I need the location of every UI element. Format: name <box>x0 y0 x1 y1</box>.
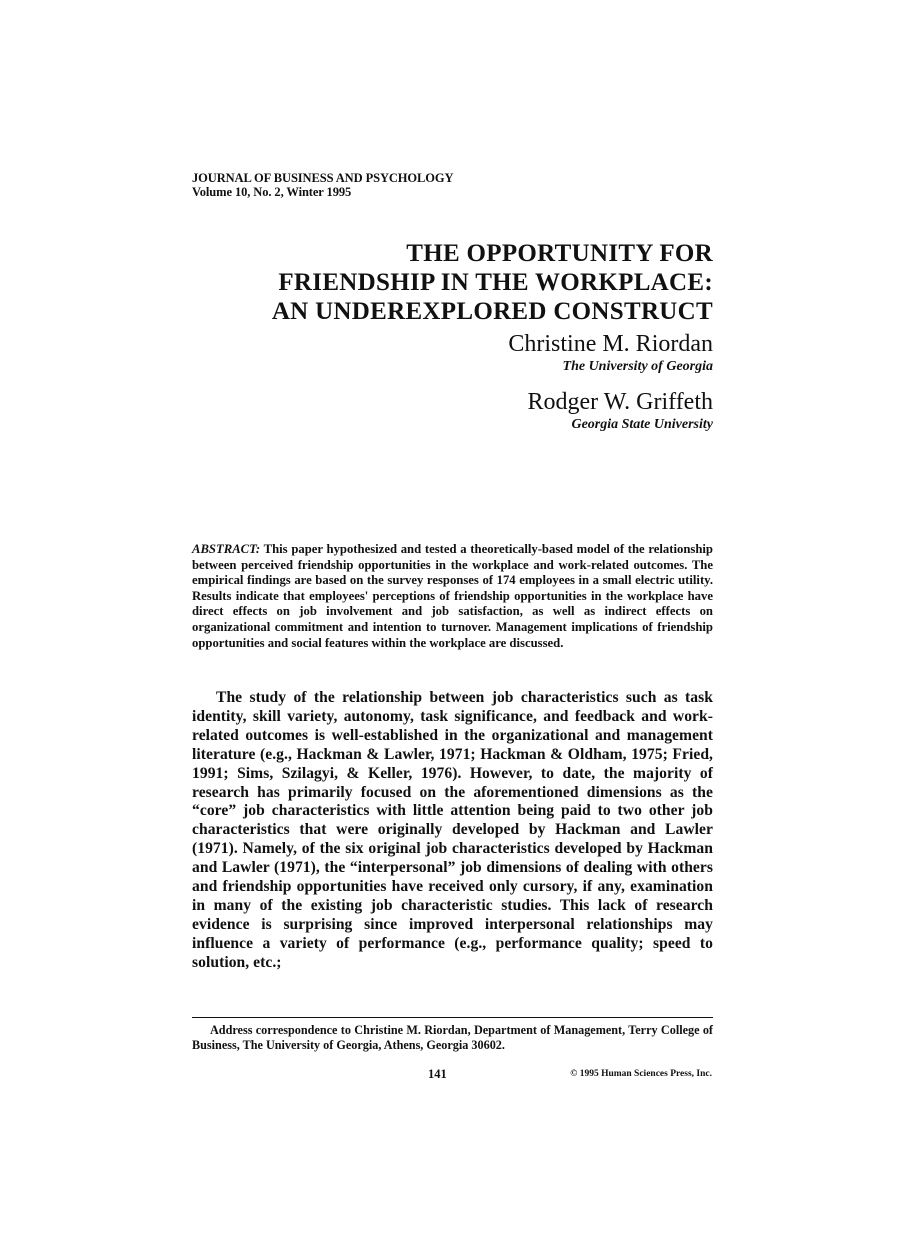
author-affiliation: The University of Georgia <box>562 359 713 374</box>
volume-info: Volume 10, No. 2, Winter 1995 <box>192 185 352 199</box>
abstract-text: This paper hypothesized and tested a theoretically-based model of the relationship between perceived friendship opportunities in the workplace and work-related outcomes. The empirical findings are based on the survey responses of 174 employees in a small electric utility. Results indicate that employees' perceptions of friendship opportunities in the workplace have direct effects on job involvement and job satisfaction, as well as indirect effects on organizational commitment and intention to turnover. Management implications of friendship opportunities and social features within the workplace are discussed. <box>192 542 713 650</box>
page-number: 141 <box>428 1067 447 1081</box>
author-name: Christine M. Riordan <box>508 331 713 357</box>
author-1 <box>508 330 713 376</box>
correspondence-footnote: Address correspondence to Christine M. Riordan, Department of Management, Terry College of Business, The University of Georgia, Athens, Georgia 30602. <box>192 1023 713 1052</box>
title-line-3: AN UNDEREXPLORED CONSTRUCT <box>271 298 713 325</box>
footnote-divider <box>192 1017 713 1018</box>
abstract-label: ABSTRACT: <box>192 542 261 556</box>
author-affiliation: Georgia State University <box>571 417 713 432</box>
copyright-notice: © 1995 Human Sciences Press, Inc. <box>570 1069 712 1079</box>
journal-header <box>192 171 453 199</box>
title-line-2: FRIENDSHIP IN THE WORKPLACE: <box>278 269 713 296</box>
abstract <box>192 542 713 651</box>
author-2 <box>527 388 713 434</box>
paper-title <box>272 239 713 326</box>
body-paragraph: The study of the relationship between job characteristics such as task identity, skill variety, autonomy, task significance, and feedback and work-related outcomes is well-established in the organizational and management literature (e.g., Hackman & Lawler, 1971; Hackman & Oldham, 1975; Fried, 1991; Sims, Szilagyi, & Keller, 1976). However, to date, the majority of research has primarily focused on the aforementioned dimensions as the “core” job characteristics with little attention being paid to two other job characteristics that were originally developed by Hackman and Lawler (1971). Namely, of the six original job characteristics developed by Hackman and Lawler (1971), the “interpersonal” job dimensions of dealing with others and friendship opportunities have received only cursory, if any, examination in many of the existing job characteristic studies. This lack of research evidence is surprising since improved interpersonal relationships may influence a variety of performance (e.g., performance quality; speed to solution, etc.; <box>192 689 713 971</box>
author-name: Rodger W. Griffeth <box>527 389 713 415</box>
journal-name: JOURNAL OF BUSINESS AND PSYCHOLOGY <box>192 171 454 185</box>
title-line-1: THE OPPORTUNITY FOR <box>406 240 713 267</box>
